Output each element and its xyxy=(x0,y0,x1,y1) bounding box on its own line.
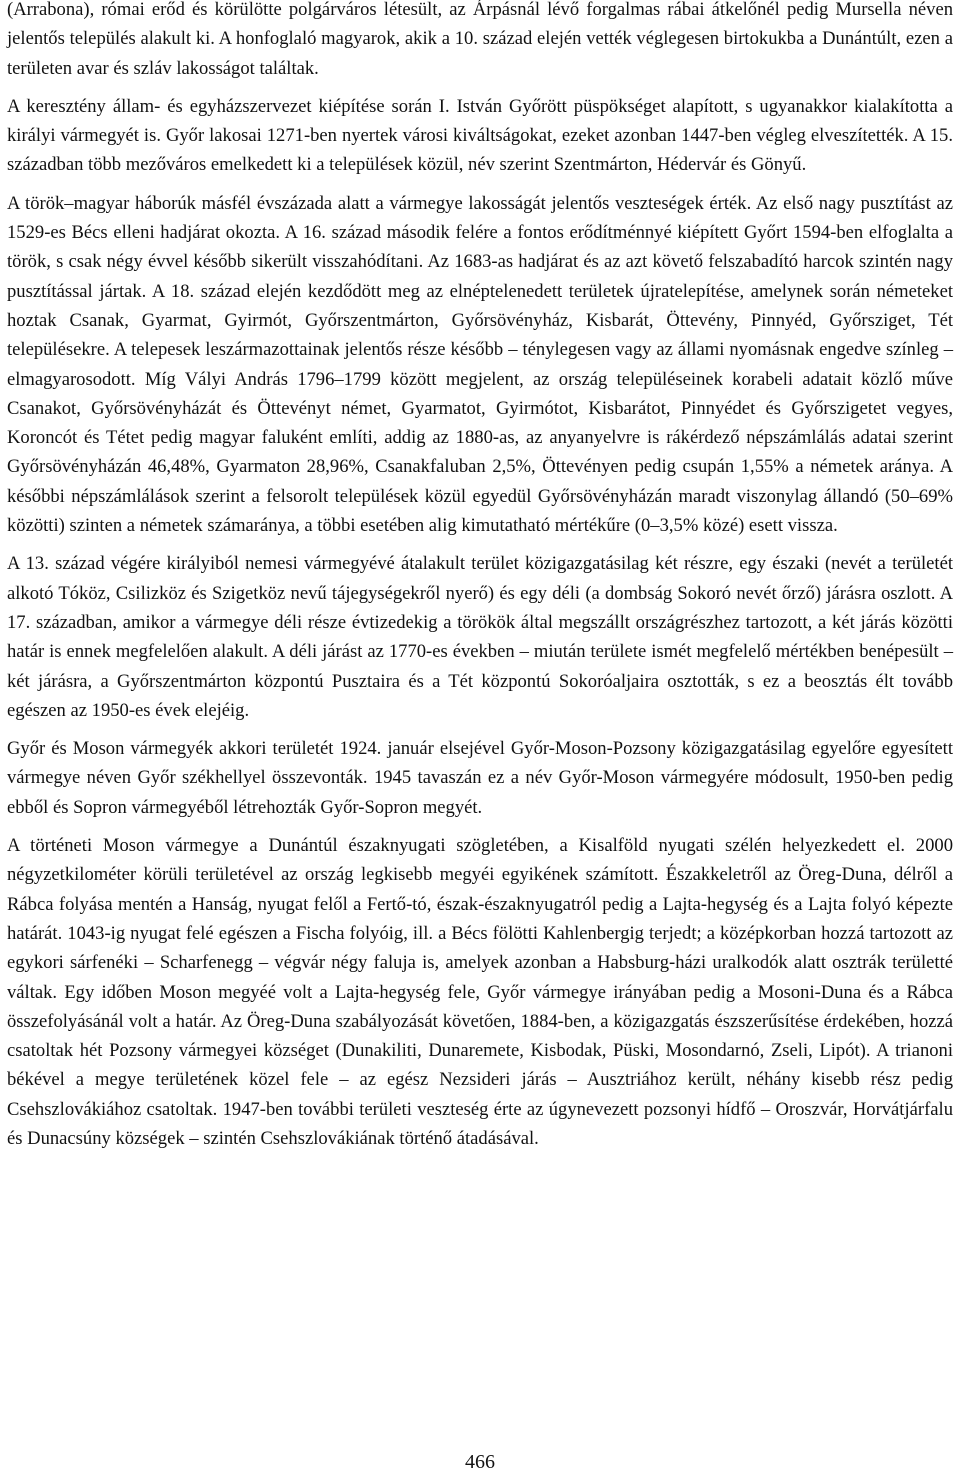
paragraph: A történeti Moson vármegye a Dunántúl északnyugati szögletében, a Kisalföld nyugati szélén helyezkedett el. 2000 négyzetkilométer körüli területével az ország legkisebb megyéi egyikének számított. Északkeletről az Öreg-Duna, délről a Rábca folyása mentén a Hanság, nyugat felől a Fertő-tó, észak-északnyugatról pedig a Lajta-hegység és a Lajta folyó képezte határát. 1043-ig nyugat felé egészen a Fischa folyóig, ill. a Bécs fölötti Kahlenbergig terjedt; a középkorban hozzá tartozott az egykori sárfenéki – Scharfenegg – végvár négy faluja is, amelyek azonban a Habsburg-házi uralkodók alatt osztrák területté váltak. Egy időben Moson megyéé volt a Lajta-hegység fele, Győr vármegye irányában pedig a Mosoni-Duna és a Rábca összefolyásánál volt a határ. Az Öreg-Duna szabályozását követően, 1884-ben, a közigazgatás észszerűsítése érdekében, hozzá csatoltak hét Pozsony vármegyei községet (Dunakiliti, Dunaremete, Kisbodak, Püski, Mosondarnó, Zseli, Lipót). A trianoni békével a megye területének közel fele – az egész Nezsideri járás – Ausztriához került, néhány kisebb rész pedig Csehszlovákiához csatoltak. 1947-ben további területi veszteség érte az úgynevezett pozsonyi hídfő – Oroszvár, Horvátjárfalu és Dunacsúny községek – szintén Csehszlovákiának történő átadásával. xyxy=(7,835,953,1149)
paragraph: (Arrabona), római erőd és körülötte polgárváros létesült, az Árpásnál lévő forgalmas rábai átkelőnél pedig Mursella néven jelentős település alakult ki. A honfoglaló magyarok, akik a 10. század elején vették véglegesen birtokukba a Dunántúlt, ezen a területen avar és szláv lakosságot találtak. xyxy=(7,0,953,79)
page-number: 466 xyxy=(465,1451,495,1473)
document-page xyxy=(7,0,953,1477)
paragraph: A 13. század végére királyiból nemesi vármegyévé átalakult terület közigazgatásilag két részre, egy északi (nevét a területét alkotó Tóköz, Csilizköz és Szigetköz nevű tájegységekről nyerő) és egy déli (a dombság Sokoró nevét őrző) járásra oszlott. A 17. században, amikor a vármegye déli része évtizedekig a törökök által megszállt országrészhez tartozott, a két járás közötti határ is ennek megfelelően alakult. A déli járást az 1770-es években – miután területe ismét megfelelő mértékben benépesült – két járásra, a Győrszentmárton központú Pusztaira és a Tét központú Sokoróaljaira osztották, s ez a beosztás élt tovább egészen az 1950-es évek elejéig. xyxy=(7,553,953,721)
paragraph: A török–magyar háborúk másfél évszázada alatt a vármegye lakosságát jelentős veszteségek érték. Az első nagy pusztítást az 1529-es Bécs elleni hadjárat okozta. A 16. század második felére a fontos erődítménnyé kiépített Győrt 1594-ben elfoglalta a török, s csak négy évvel később sikerült visszahódítani. Az 1683-as hadjárat és az azt követő felszabadító harcok szintén nagy pusztítással jártak. A 18. század elején kezdődött meg az elnéptelenedett területek újratelepítése, amelynek során németeket hoztak Csanak, Gyarmat, Gyirmót, Győrszentmárton, Győrsövényház, Kisbarát, Öttevény, Pinnyéd, Győrsziget, Tét településekre. A telepesek leszármazottainak jelentős része később – ténylegesen vagy az állami nyomásnak engedve színleg – elmagyarosodott. Míg Vályi András 1796–1799 között megjelent, az ország településeinek korabeli adatait közlő műve Csanakot, Győrsövényházát és Öttevényt német, Gyarmatot, Gyirmótot, Kisbarátot, Pinnyédet és Győrszigetet vegyes, Koroncót és Tétet pedig magyar faluként említi, addig az 1880-as, az anyanyelvre is rákérdező népszámlálás adatai szerint Győrsövényházán 46,48%, Gyarmaton 28,96%, Csanakfaluban 2,5%, Öttevényen pedig csupán 1,55% a németek aránya. A későbbi népszámlálások szerint a felsorolt települések közül egyedül Győrsövényházán maradt viszonylag állandó (50–69% közötti) szinten a németek számaránya, a többi esetében alig kimutatható mértékűre (0–3,5% közé) esett vissza. xyxy=(7,192,953,537)
paragraph: A keresztény állam- és egyházszervezet kiépítése során I. István Győrött püspökséget alapított, s ugyanakkor kialakította a királyi vármegyét is. Győr lakosai 1271-ben nyertek városi kiváltságokat, ezeket azonban 1447-ben végleg elveszítették. A 15. században több mezőváros emelkedett ki a települések közül, név szerint Szentmárton, Hédervár és Gönyű. xyxy=(7,95,953,176)
paragraph: Győr és Moson vármegyék akkori területét 1924. január elsejével Győr-Moson-Pozsony közigazgatásilag egyelőre egyesített vármegye néven Győr székhellyel összevonták. 1945 tavaszán ez a név Győr-Moson vármegyére módosult, 1950-ben pedig ebből és Sopron vármegyéből létrehozták Győr-Sopron megyét. xyxy=(7,738,953,818)
